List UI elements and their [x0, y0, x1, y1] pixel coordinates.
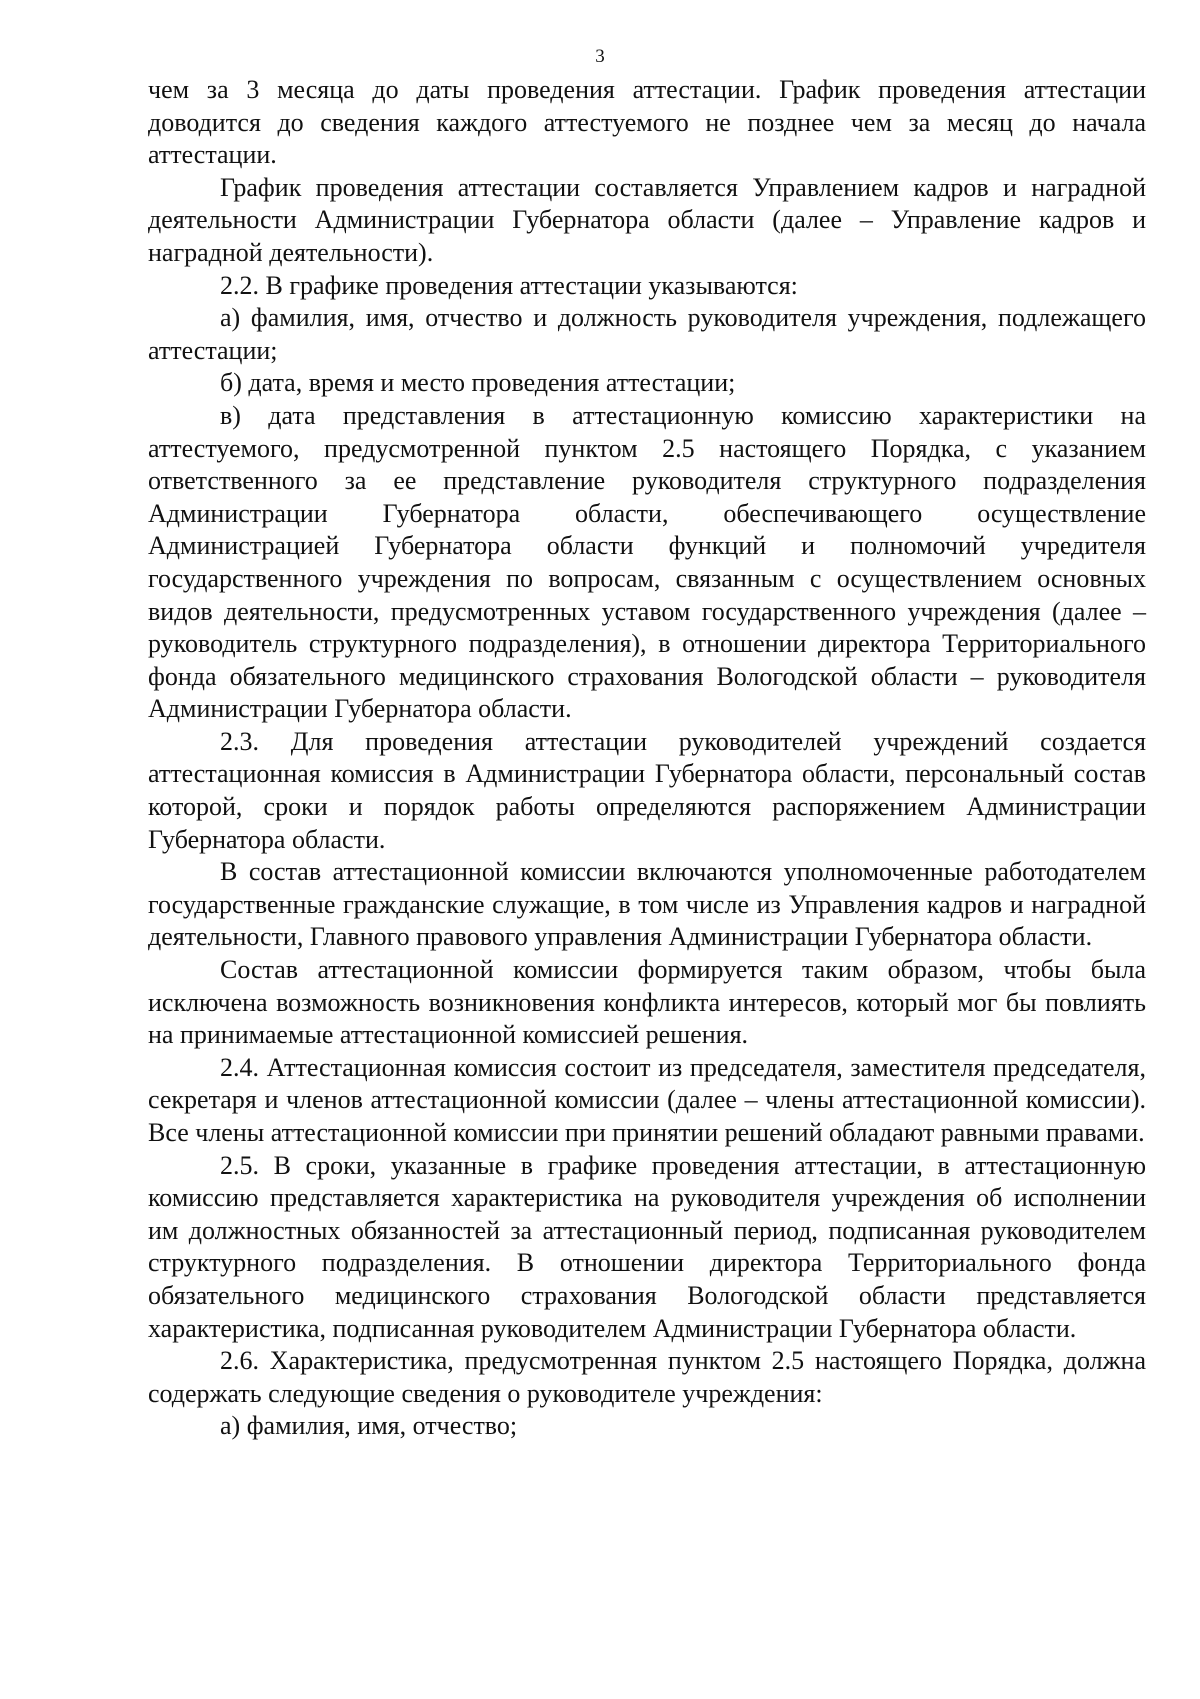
paragraph-2-6: 2.6. Характеристика, предусмотренная пунктом 2.5 настоящего Порядка, должна содержать следующие сведения о руководителе учреждения: [148, 1346, 1146, 1408]
paragraph-2-2-v: в) дата представления в аттестационную комиссию характеристики на аттестуемого, предусмотренной пунктом 2.5 настоящего Порядка, с указанием ответственного за ее представление руководителя структурного подразделения Администрации Губернатора области, обеспечивающего осуществление Администрацией Губернатора области функций и полномочий учредителя государственного учреждения по вопросам, связанным с осуществлением основных видов деятельности, предусмотренных уставом государственного учреждения (далее – руководитель структурного подразделения), в отношении директора Территориального фонда обязательного медицинского страхования Вологодской области – руководителя Администрации Губернатора области. [148, 400, 1146, 724]
page-number: 3 [595, 46, 605, 67]
paragraph-2-2: 2.2. В графике проведения аттестации указываются: [220, 270, 798, 300]
paragraph-2-3: 2.3. Для проведения аттестации руководителей учреждений создается аттестационная комиссия в Администрации Губернатора области, персональный состав которой, сроки и порядок работы определяются распоряжением Администрации Губернатора области. [148, 726, 1146, 854]
paragraph-2-5: 2.5. В сроки, указанные в графике проведения аттестации, в аттестационную комиссию представляется характеристика на руководителя учреждения об исполнении им должностных обязанностей за аттестационный период, подписанная руководителем структурного подразделения. В отношении директора Территориального фонда обязательного медицинского страхования Вологодской области представляется характеристика, подписанная руководителем Администрации Губернатора области. [148, 1150, 1146, 1343]
paragraph-2-4: 2.4. Аттестационная комиссия состоит из председателя, заместителя председателя, секретаря и членов аттестационной комиссии (далее – члены аттестационной комиссии). Все члены аттестационной комиссии при принятии решений обладают равными правами. [148, 1052, 1146, 1147]
paragraph-2-2-a: а) фамилия, имя, отчество и должность руководителя учреждения, подлежащего аттестации; [148, 303, 1146, 365]
paragraph-2-2-b: б) дата, время и место проведения аттестации; [220, 368, 736, 398]
paragraph-schedule-compiled: График проведения аттестации составляется Управлением кадров и наградной деятельности Администрации Губернатора области (далее – Управление кадров и наградной деятельности). [148, 172, 1146, 267]
paragraph-2-6-a: а) фамилия, имя, отчество; [220, 1411, 518, 1441]
paragraph-commission-members: В состав аттестационной комиссии включаются уполномоченные работодателем государственные гражданские служащие, в том числе из Управления кадров и наградной деятельности, Главного правового управления Администрации Губернатора области. [148, 857, 1146, 952]
paragraph-conflict-of-interest: Состав аттестационной комиссии формируется таким образом, чтобы была исключена возможность возникновения конфликта интересов, который мог бы повлиять на принимаемые аттестационной комиссией решения. [148, 955, 1146, 1050]
document-body [148, 74, 1146, 1443]
paragraph-continuation: чем за 3 месяца до даты проведения аттестации. График проведения аттестации доводится до сведения каждого аттестуемого не позднее чем за месяц до начала аттестации. [148, 75, 1146, 170]
